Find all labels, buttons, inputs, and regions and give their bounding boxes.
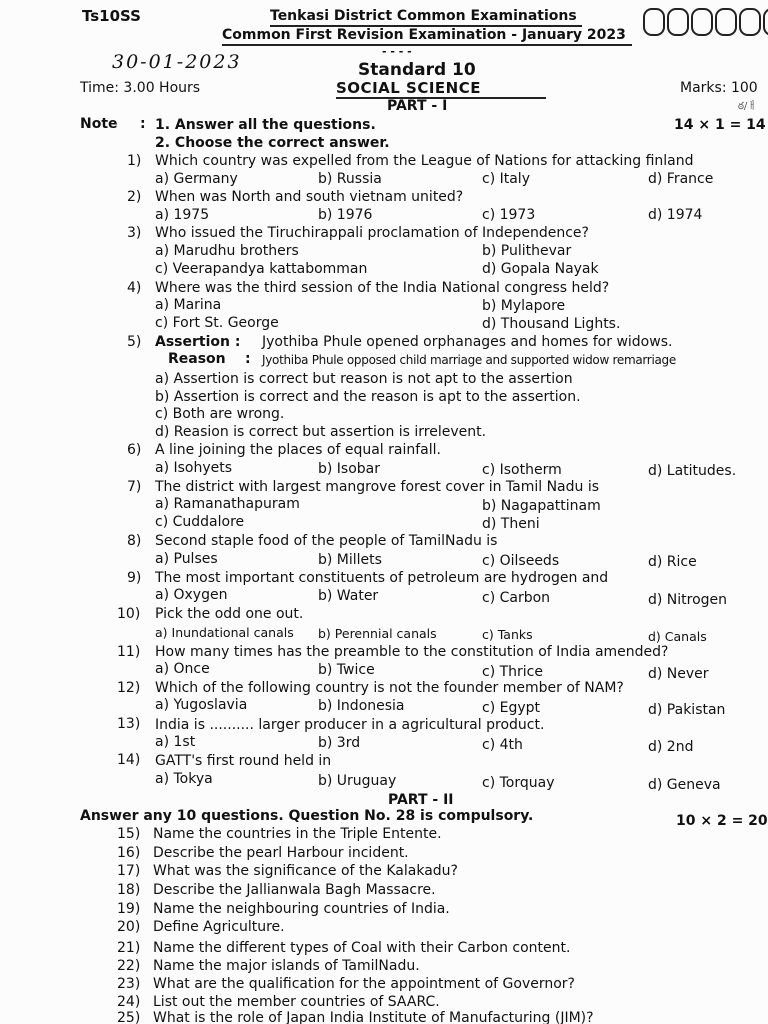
option: b) Pulithevar	[482, 243, 572, 259]
question-text: Name the major islands of TamilNadu.	[153, 958, 420, 974]
reason-text: Jyothiba Phule opposed child marriage and supported widow remarriage	[262, 353, 676, 367]
question-number: 10)	[117, 606, 141, 622]
question-number: 17)	[117, 863, 141, 879]
note-1: 1. Answer all the questions.	[155, 117, 376, 133]
question-text: Which of the following country is not the founder member of NAM?	[155, 680, 624, 696]
option: b) 1976	[318, 207, 373, 223]
question-number: 11)	[117, 644, 141, 660]
option: a) Marina	[155, 297, 222, 313]
option: a) 1st	[155, 734, 196, 750]
option: d) Gopala Nayak	[482, 261, 599, 277]
option: c) Tanks	[482, 627, 533, 642]
question-text: The district with largest mangrove forest cover in Tamil Nadu is	[155, 479, 600, 495]
option: b) Russia	[318, 171, 382, 187]
question-number: 22)	[117, 958, 141, 974]
question-text: Define Agriculture.	[153, 919, 285, 935]
option: b) Water	[318, 588, 379, 604]
option: b) Isobar	[318, 461, 381, 477]
subject: SOCIAL SCIENCE	[336, 79, 481, 97]
option: b) Nagapattinam	[482, 498, 601, 514]
option: c) 4th	[482, 737, 523, 753]
question-number: 19)	[117, 901, 141, 917]
question-text: Pick the odd one out.	[155, 606, 304, 622]
question-number: 1)	[127, 153, 142, 169]
question-text: What are the qualification for the appointment of Governor?	[153, 976, 575, 992]
question-text: List out the member countries of SAARC.	[153, 994, 440, 1010]
option: a) Oxygen	[155, 587, 228, 603]
option: c) Torquay	[482, 775, 555, 791]
option: c) Isotherm	[482, 462, 562, 478]
option: a) Assertion is correct but reason is not apt to the assertion	[155, 371, 573, 387]
assertion-label: Assertion :	[155, 334, 241, 350]
option: d) Canals	[648, 629, 707, 644]
part1-title: PART - I	[387, 98, 448, 114]
option: b) Twice	[318, 662, 375, 678]
exam-title: Tenkasi District Common Examinations	[270, 8, 577, 24]
question-number: 13)	[117, 716, 141, 732]
question-number: 7)	[127, 479, 142, 495]
dashes: - - - -	[382, 45, 412, 58]
part2-title: PART - II	[388, 792, 454, 808]
option: a) Marudhu brothers	[155, 243, 299, 259]
question-text: What was the significance of the Kalakadu?	[153, 863, 458, 879]
standard: Standard 10	[358, 60, 476, 80]
question-text: Which country was expelled from the League of Nations for attacking finland	[155, 153, 694, 169]
question-number: 21)	[117, 940, 141, 956]
option: d) Theni	[482, 516, 540, 532]
reason-colon: :	[245, 351, 251, 367]
option: a) Once	[155, 661, 210, 677]
reason-label: Reason	[168, 351, 226, 367]
question-text: India is .......... larger producer in a agricultural product.	[155, 717, 545, 733]
question-number: 6)	[127, 442, 142, 458]
question-text: Second staple food of the people of TamilNadu is	[155, 533, 498, 549]
question-number: 25)	[117, 1010, 141, 1024]
note-colon: :	[140, 116, 146, 132]
time-allowed: Time: 3.00 Hours	[80, 80, 201, 96]
option: d) France	[648, 171, 714, 187]
option: a) 1975	[155, 207, 210, 223]
option: d) 2nd	[648, 739, 694, 755]
max-marks: Marks: 100	[680, 80, 758, 96]
question-number: 9)	[127, 570, 142, 586]
option: a) Inundational canals	[155, 625, 294, 640]
paper-code: Ts10SS	[82, 7, 141, 25]
question-text: Describe the pearl Harbour incident.	[153, 845, 409, 861]
option: b) Assertion is correct and the reason is apt to the assertion.	[155, 389, 581, 405]
option: b) 3rd	[318, 735, 361, 751]
option: c) Veerapandya kattabomman	[155, 261, 368, 277]
option: c) Oilseeds	[482, 553, 560, 569]
option: c) Egypt	[482, 700, 541, 716]
option: d) Rice	[648, 554, 697, 570]
option: c) Cuddalore	[155, 514, 245, 530]
exam-subtitle: Common First Revision Examination - January 2023	[222, 27, 626, 43]
option: d) Geneva	[648, 777, 721, 793]
option: d) Pakistan	[648, 702, 726, 718]
question-text: How many times has the preamble to the constitution of India amended?	[155, 644, 669, 660]
question-number: 8)	[127, 533, 142, 549]
part2-instruction: Answer any 10 questions. Question No. 28 is compulsory.	[80, 808, 534, 824]
question-text: What is the role of Japan India Institute of Manufacturing (JIM)?	[153, 1010, 594, 1024]
question-number: 16)	[117, 845, 141, 861]
option: b) Millets	[318, 552, 382, 568]
question-number: 23)	[117, 976, 141, 992]
option: d) Thousand Lights.	[482, 316, 621, 332]
question-number: 5)	[127, 334, 142, 350]
option: a) Yugoslavia	[155, 697, 248, 713]
question-number: 24)	[117, 994, 141, 1010]
question-number: 2)	[127, 189, 142, 205]
option: c) Both are wrong.	[155, 406, 285, 422]
option: c) Carbon	[482, 590, 551, 606]
option: b) Perennial canals	[318, 626, 437, 641]
question-text: GATT's first round held in	[155, 753, 332, 769]
question-text: Name the different types of Coal with their Carbon content.	[153, 940, 571, 956]
question-number: 15)	[117, 826, 141, 842]
note-label: Note	[80, 116, 118, 132]
option: a) Pulses	[155, 551, 218, 567]
question-number: 18)	[117, 882, 141, 898]
option: a) Isohyets	[155, 460, 233, 476]
option: d) Never	[648, 666, 709, 682]
question-text: Who issued the Tiruchirappali proclamation of Independence?	[155, 225, 589, 241]
question-number: 20)	[117, 919, 141, 935]
question-number: 3)	[127, 225, 142, 241]
question-text: When was North and south vietnam united?	[155, 189, 464, 205]
question-number: 4)	[127, 280, 142, 296]
option: d) 1974	[648, 207, 703, 223]
question-number: 12)	[117, 680, 141, 696]
option: b) Mylapore	[482, 298, 566, 314]
question-text: A line joining the places of equal rainfall.	[155, 442, 441, 458]
question-number: 14)	[117, 752, 141, 768]
option: a) Tokya	[155, 771, 213, 787]
option: b) Indonesia	[318, 698, 405, 714]
option: c) Thrice	[482, 664, 543, 680]
question-text: Describe the Jallianwala Bagh Massacre.	[153, 882, 436, 898]
option: c) Fort St. George	[155, 315, 279, 331]
part2-marks: 10 × 2 = 20	[676, 813, 768, 829]
option: d) Latitudes.	[648, 463, 737, 479]
option: d) Reasion is correct but assertion is irrelevent.	[155, 424, 487, 440]
handwritten-date: 30-01-2023	[112, 51, 242, 73]
assertion-text: Jyothiba Phule opened orphanages and homes for widows.	[262, 334, 673, 350]
question-text: The most important constituents of petroleum are hydrogen and	[155, 570, 609, 586]
question-text: Where was the third session of the India National congress held?	[155, 280, 610, 296]
option: b) Uruguay	[318, 773, 397, 789]
part1-marks: 14 × 1 = 14	[674, 117, 766, 133]
option: a) Ramanathapuram	[155, 496, 300, 512]
option: c) 1973	[482, 207, 536, 223]
scribble: ఠ/ㅐ	[738, 101, 757, 112]
note-2: 2. Choose the correct answer.	[155, 135, 390, 151]
option: a) Germany	[155, 171, 238, 187]
question-text: Name the countries in the Triple Entente.	[153, 826, 442, 842]
register-number-boxes	[643, 8, 768, 36]
question-text: Name the neighbouring countries of India.	[153, 901, 450, 917]
option: d) Nitrogen	[648, 592, 728, 608]
option: c) Italy	[482, 171, 530, 187]
